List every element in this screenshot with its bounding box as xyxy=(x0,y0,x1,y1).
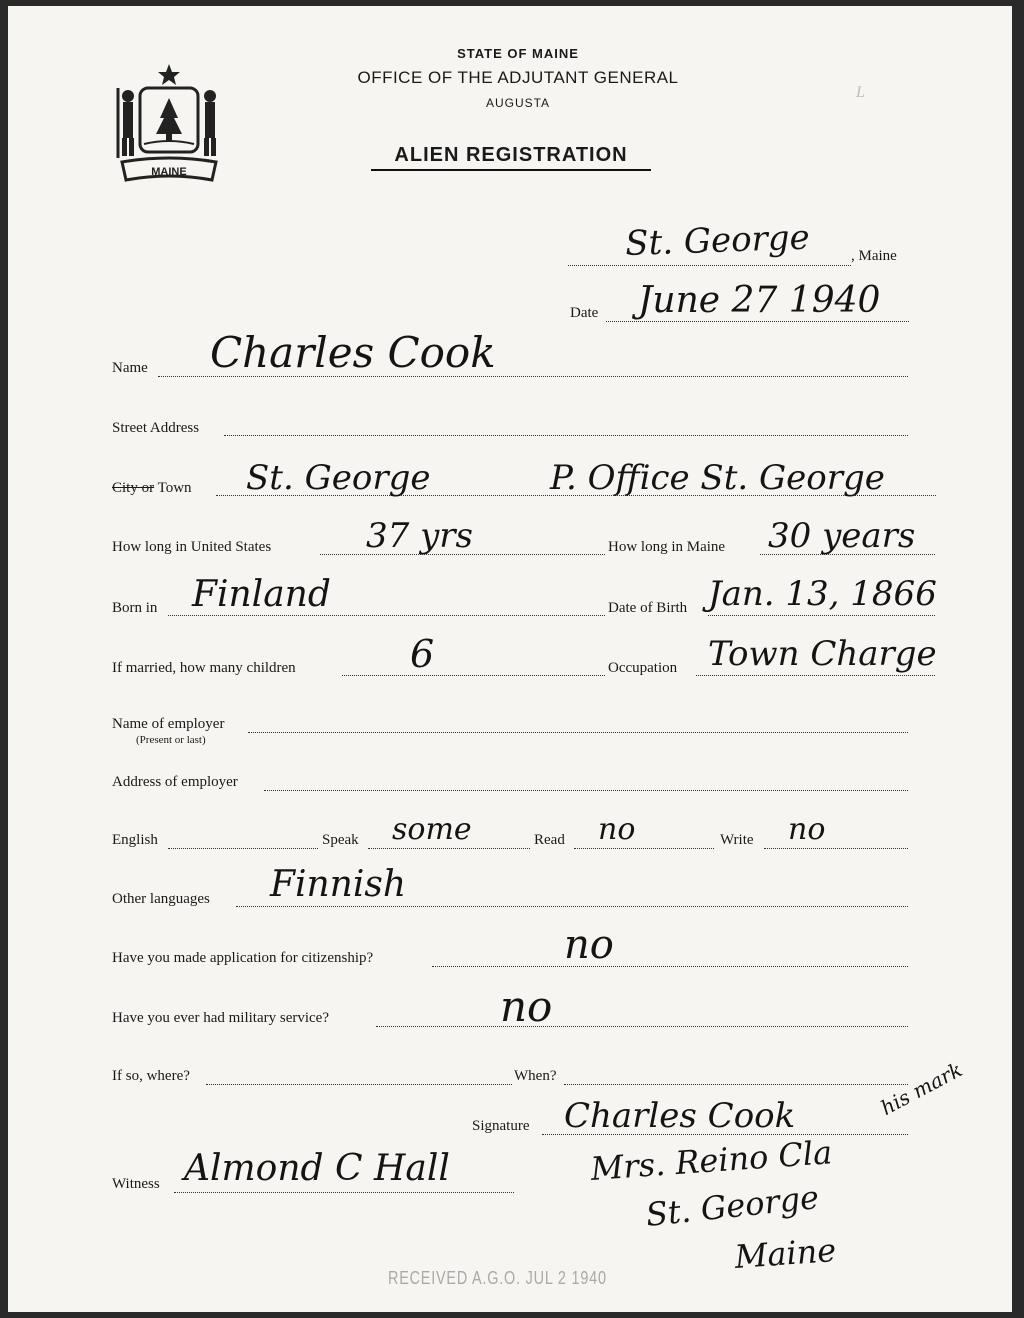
other-languages-value: Finnish xyxy=(270,864,407,905)
header-state: STATE OF MAINE xyxy=(457,46,579,61)
registration-form xyxy=(8,6,1012,1312)
date-of-birth-line xyxy=(708,615,935,616)
date-line xyxy=(606,321,909,322)
born-in-value: Finland xyxy=(192,574,331,615)
witness-note-line-1: Mrs. Reino Cla xyxy=(589,1133,834,1188)
street-address-label: Street Address xyxy=(112,420,200,436)
citizenship-line xyxy=(432,966,908,967)
witness-line xyxy=(174,1192,514,1193)
received-stamp: RECEIVED A.G.O. JUL 2 1940 xyxy=(388,1268,607,1288)
how-long-us-label: How long in United States xyxy=(112,539,272,555)
signature-mark: his mark xyxy=(876,1057,967,1120)
when-line xyxy=(564,1084,908,1085)
speak-line xyxy=(368,848,530,849)
signature-value: Charles Cook xyxy=(564,1096,796,1136)
other-languages-label: Other languages xyxy=(112,891,210,907)
date-label: Date xyxy=(570,305,599,321)
name-of-employer-label: Name of employer xyxy=(112,716,225,732)
children-value: 6 xyxy=(410,632,435,676)
date-of-birth-label: Date of Birth xyxy=(608,600,688,616)
form-title: ALIEN REGISTRATION xyxy=(371,144,651,171)
header-city: AUGUSTA xyxy=(485,96,551,110)
name-of-employer-line xyxy=(248,732,908,733)
street-address-line xyxy=(224,435,908,436)
name-value: Charles Cook xyxy=(210,328,496,377)
maine-state-seal xyxy=(110,58,228,190)
header-office: OFFICE OF THE ADJUTANT GENERAL xyxy=(357,68,679,87)
town-value: St. George xyxy=(246,458,431,498)
witness-label: Witness xyxy=(112,1176,160,1192)
if-so-where-line xyxy=(206,1084,512,1085)
seal-text: MAINE xyxy=(151,166,187,178)
speak-value: some xyxy=(392,812,472,847)
how-long-maine-label: How long in Maine xyxy=(608,539,726,555)
children-line xyxy=(342,675,605,676)
how-long-us-value: 37 yrs xyxy=(366,516,473,556)
witness-note-line-3: Maine xyxy=(733,1231,838,1276)
born-in-line xyxy=(168,615,605,616)
write-label: Write xyxy=(720,832,754,848)
maine-label: , Maine xyxy=(851,248,897,264)
date-value: June 27 1940 xyxy=(638,280,881,321)
military-line xyxy=(376,1026,908,1027)
citizenship-label: Have you made application for citizenship? xyxy=(112,950,374,966)
read-line xyxy=(574,848,714,849)
how-long-maine-value: 30 years xyxy=(768,516,916,556)
military-value: no xyxy=(500,982,553,1031)
read-label: Read xyxy=(534,832,565,848)
born-in-label: Born in xyxy=(112,600,158,616)
corner-pencil-mark: L xyxy=(856,84,865,101)
occupation-label: Occupation xyxy=(608,660,678,676)
other-languages-line xyxy=(236,906,908,907)
name-label: Name xyxy=(112,360,148,376)
post-office-value: P. Office St. George xyxy=(550,458,885,498)
date-of-birth-value: Jan. 13, 1866 xyxy=(708,574,937,614)
struck-city-or: City or xyxy=(112,480,155,496)
children-label: If married, how many children xyxy=(112,660,296,676)
write-line xyxy=(764,848,908,849)
military-label: Have you ever had military service? xyxy=(112,1010,329,1026)
city-or-town-label xyxy=(112,480,192,497)
place-value: St. George xyxy=(624,217,811,264)
witness-note-line-2: St. George xyxy=(644,1178,821,1234)
citizenship-value: no xyxy=(564,922,614,968)
write-value: no xyxy=(788,812,826,847)
occupation-value: Town Charge xyxy=(708,634,937,674)
if-so-where-label: If so, where? xyxy=(112,1068,190,1084)
occupation-line xyxy=(696,675,935,676)
when-label: When? xyxy=(514,1068,557,1084)
present-or-last-note: (Present or last) xyxy=(136,734,206,746)
town-label: Town xyxy=(157,480,192,496)
signature-label: Signature xyxy=(472,1118,530,1134)
witness-value: Almond C Hall xyxy=(184,1148,450,1189)
speak-label: Speak xyxy=(322,832,359,848)
address-of-employer-label: Address of employer xyxy=(112,774,238,790)
place-line xyxy=(568,265,851,266)
address-of-employer-line xyxy=(264,790,908,791)
read-value: no xyxy=(598,812,636,847)
english-line xyxy=(168,848,318,849)
english-label: English xyxy=(112,832,158,848)
